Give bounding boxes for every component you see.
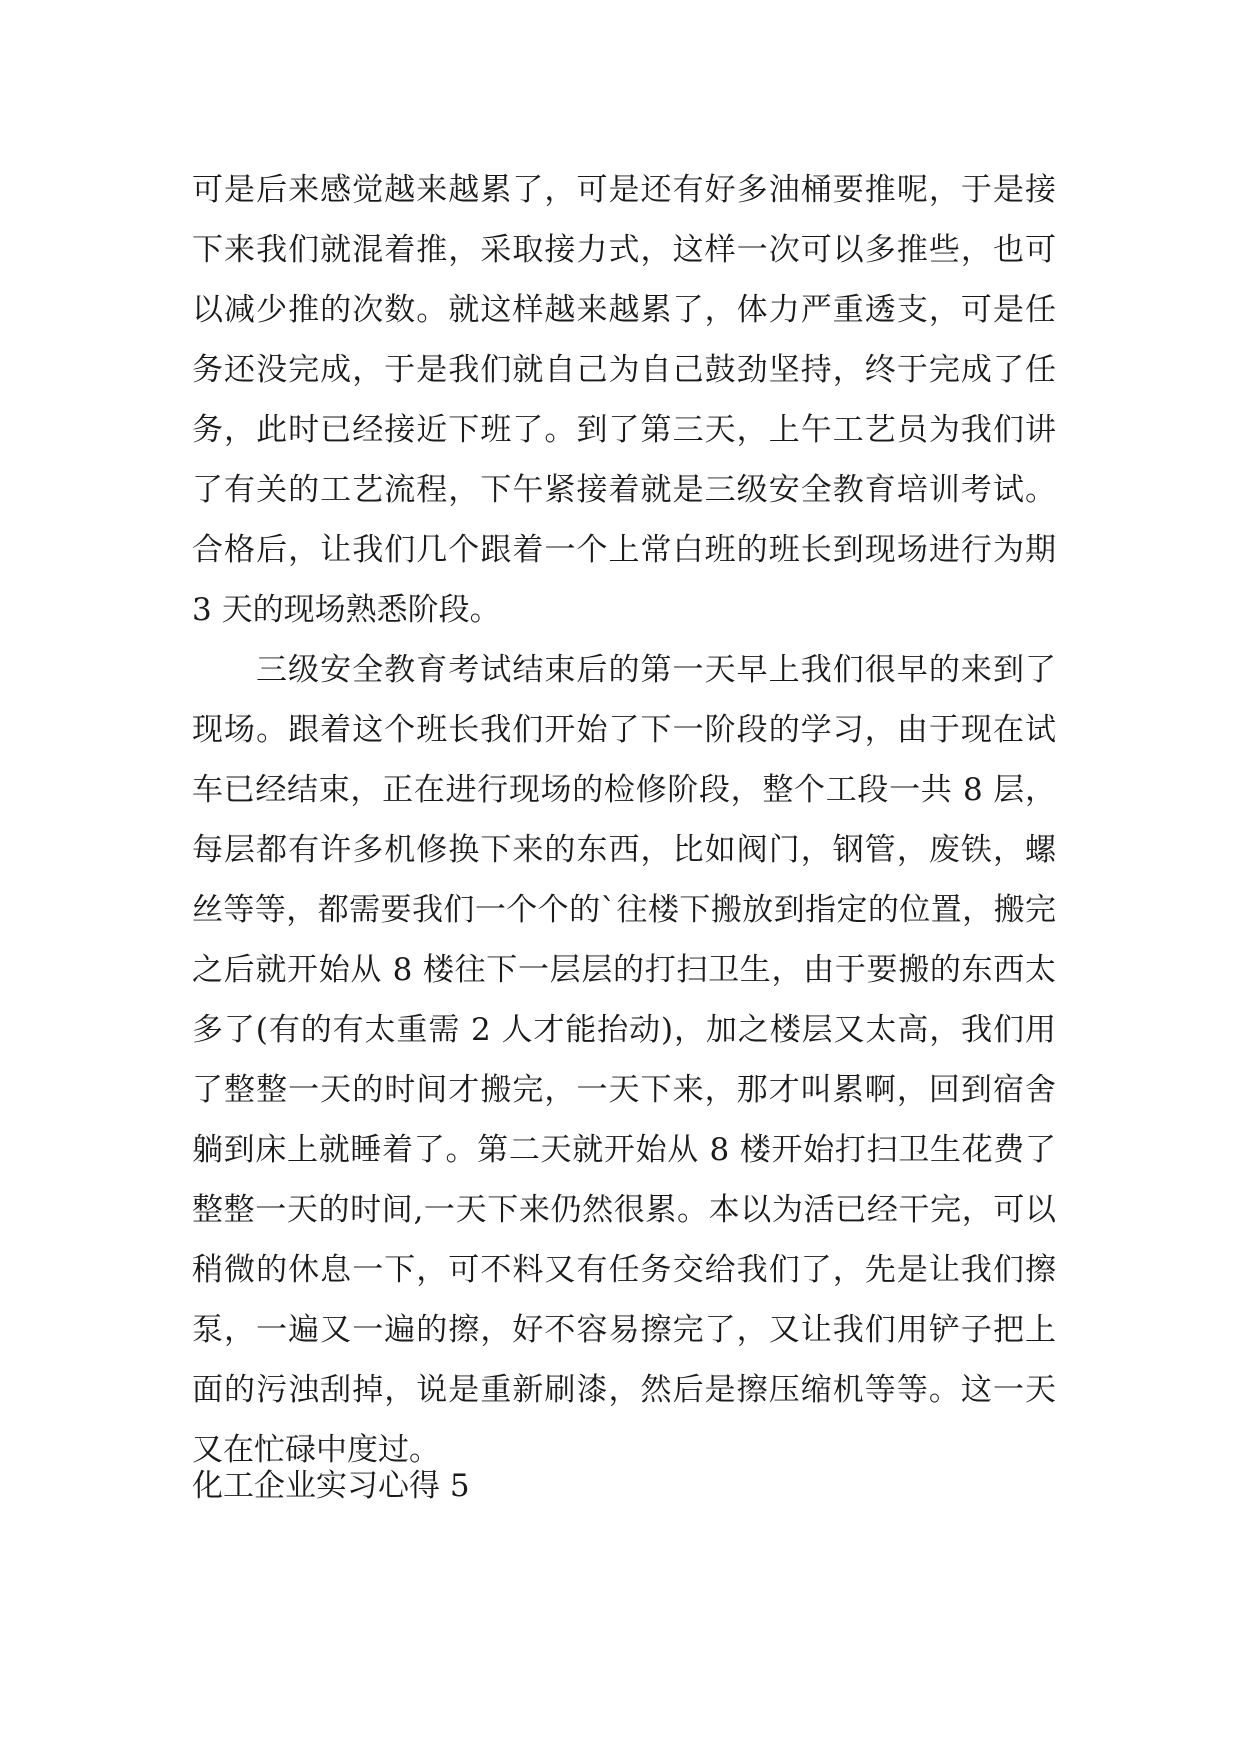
body-text — [192, 160, 1056, 1480]
paragraph-2: 三级安全教育考试结束后的第一天早上我们很早的来到了现场。跟着这个班长我们开始了下一阶段的学习，由于现在试车已经结束，正在进行现场的检修阶段，整个工段一共 8 层，每层都有许多机修换下来的东西，比如阀门，钢管，废铁，螺丝等等，都需要我们一个个的`往楼下搬放到指定的位置，搬完之后就开始从 8 楼往下一层层的打扫卫生，由于要搬的东西太多了(有的有太重需 2 人才能抬动)，加之楼层又太高，我们用了整整一天的时间才搬完，一天下来，那才叫累啊，回到宿舍躺到床上就睡着了。第二天就开始从 8 楼开始打扫卫生花费了整整一天的时间,一天下来仍然很累。本以为活已经干完，可以稍微的休息一下，可不料又有任务交给我们了，先是让我们擦泵，一遍又一遍的擦，好不容易擦完了，又让我们用铲子把上面的污浊刮掉，说是重新刷漆，然后是擦压缩机等等。这一天又在忙碌中度过。 — [192, 652, 1056, 1468]
paragraph-1: 可是后来感觉越来越累了，可是还有好多油桶要推呢，于是接下来我们就混着推，采取接力式，这样一次可以多推些，也可以减少推的次数。就这样越来越累了，体力严重透支，可是任务还没完成，于是我们就自己为自己鼓劲坚持，终于完成了任务，此时已经接近下班了。到了第三天，上午工艺员为我们讲了有关的工艺流程，下午紧接着就是三级安全教育培训考试。合格后，让我们几个跟着一个上常白班的班长到现场进行为期 3 天的现场熟悉阶段。 — [192, 172, 1056, 628]
section-heading: 化工企业实习心得 5 — [192, 1468, 470, 1504]
